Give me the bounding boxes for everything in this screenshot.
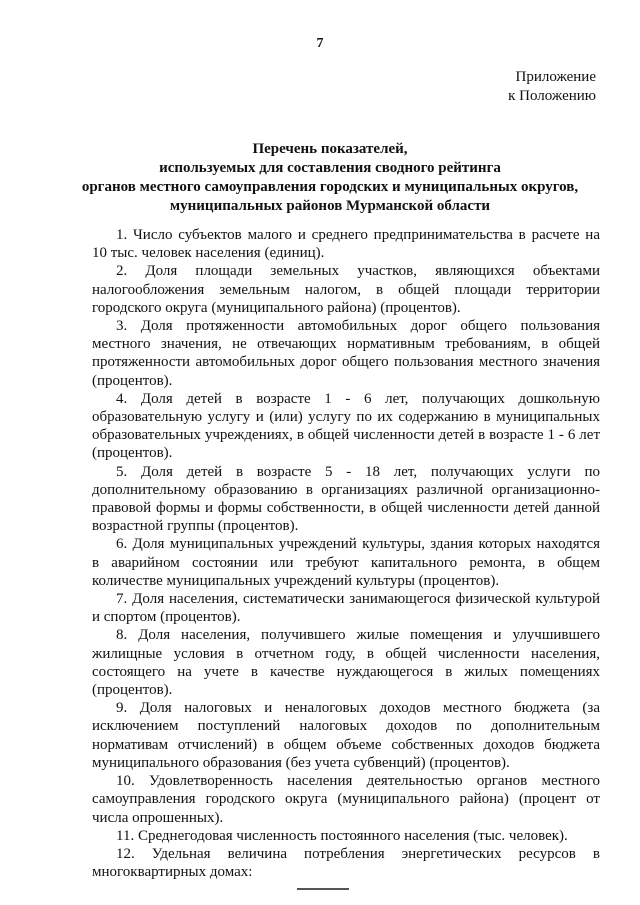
- list-item-12: 12. Удельная величина потребления энергетических ресурсов в многоквартирных домах:: [92, 845, 600, 881]
- appendix-line-1: Приложение: [515, 69, 596, 85]
- list-item-3: 3. Доля протяженности автомобильных дорог общего пользования местного значения, не отвечающих нормативным требованиям, в общей протяженности автомобильных дорог общего пользования местного значения (процентов).: [92, 318, 600, 389]
- list-item-1: 1. Число субъектов малого и среднего предпринимательства в расчете на 10 тыс. человек населения (единиц).: [92, 227, 600, 262]
- list-item-10: 10. Удовлетворенность населения деятельностью органов местного самоуправления городского округа (муниципального района) (процент от числа опрошенных).: [92, 773, 600, 826]
- title-line-1: Перечень показателей,: [252, 141, 408, 157]
- list-item-5: 5. Доля детей в возрасте 5 - 18 лет, получающих услуги по дополнительному образованию в организациях различной организационно-правовой формы и формы собственности, в общей численности детей данной возрастной группы (процентов).: [92, 463, 600, 535]
- title-line-2: используемых для составления сводного рейтинга: [159, 160, 501, 176]
- list-item-6: 6. Доля муниципальных учреждений культуры, здания которых находятся в аварийном состоянии или требуют капитального ремонта, в общем количестве муниципальных учреждений культуры (процентов).: [92, 536, 600, 589]
- title-line-4: муниципальных районов Мурманской области: [169, 198, 491, 214]
- list-item-11: 11. Среднегодовая численность постоянного населения (тыс. человек).: [116, 827, 568, 844]
- appendix-heading: [508, 68, 596, 106]
- list-item-8: 8. Доля населения, получившего жилые помещения и улучшившего жилищные условия в отчетном году, в общей численности населения, состоящего на учете в качестве нуждающегося в жилых помещениях (процентов).: [92, 627, 600, 699]
- list-item-7: 7. Доля населения, систематически занимающегося физической культурой и спортом (процентов).: [92, 591, 600, 626]
- page-number: 7: [316, 36, 324, 51]
- list-item-2: 2. Доля площади земельных участков, являющихся объектами налогообложения земельным налогом, в общей площади территории городского округа (муниципального района) (процентов).: [92, 263, 600, 316]
- title-line-3: органов местного самоуправления городских и муниципальных округов,: [81, 179, 579, 195]
- document-title: [60, 140, 600, 216]
- indicator-list: [92, 226, 600, 881]
- scan-mark: [297, 888, 349, 890]
- list-item-4: 4. Доля детей в возрасте 1 - 6 лет, получающих дошкольную образовательную услугу и (или) услугу по их содержанию в муниципальных образовательных учреждениях, в общей численности детей в возрасте 1 - 6 лет (процентов).: [92, 390, 600, 462]
- list-item-9: 9. Доля налоговых и неналоговых доходов местного бюджета (за исключением поступлений налоговых доходов по дополнительным нормативам отчислений) в общем объеме собственных доходов бюджета муниципального образования (без учета субвенций) (процентов).: [92, 700, 600, 771]
- appendix-line-2: к Положению: [508, 88, 596, 104]
